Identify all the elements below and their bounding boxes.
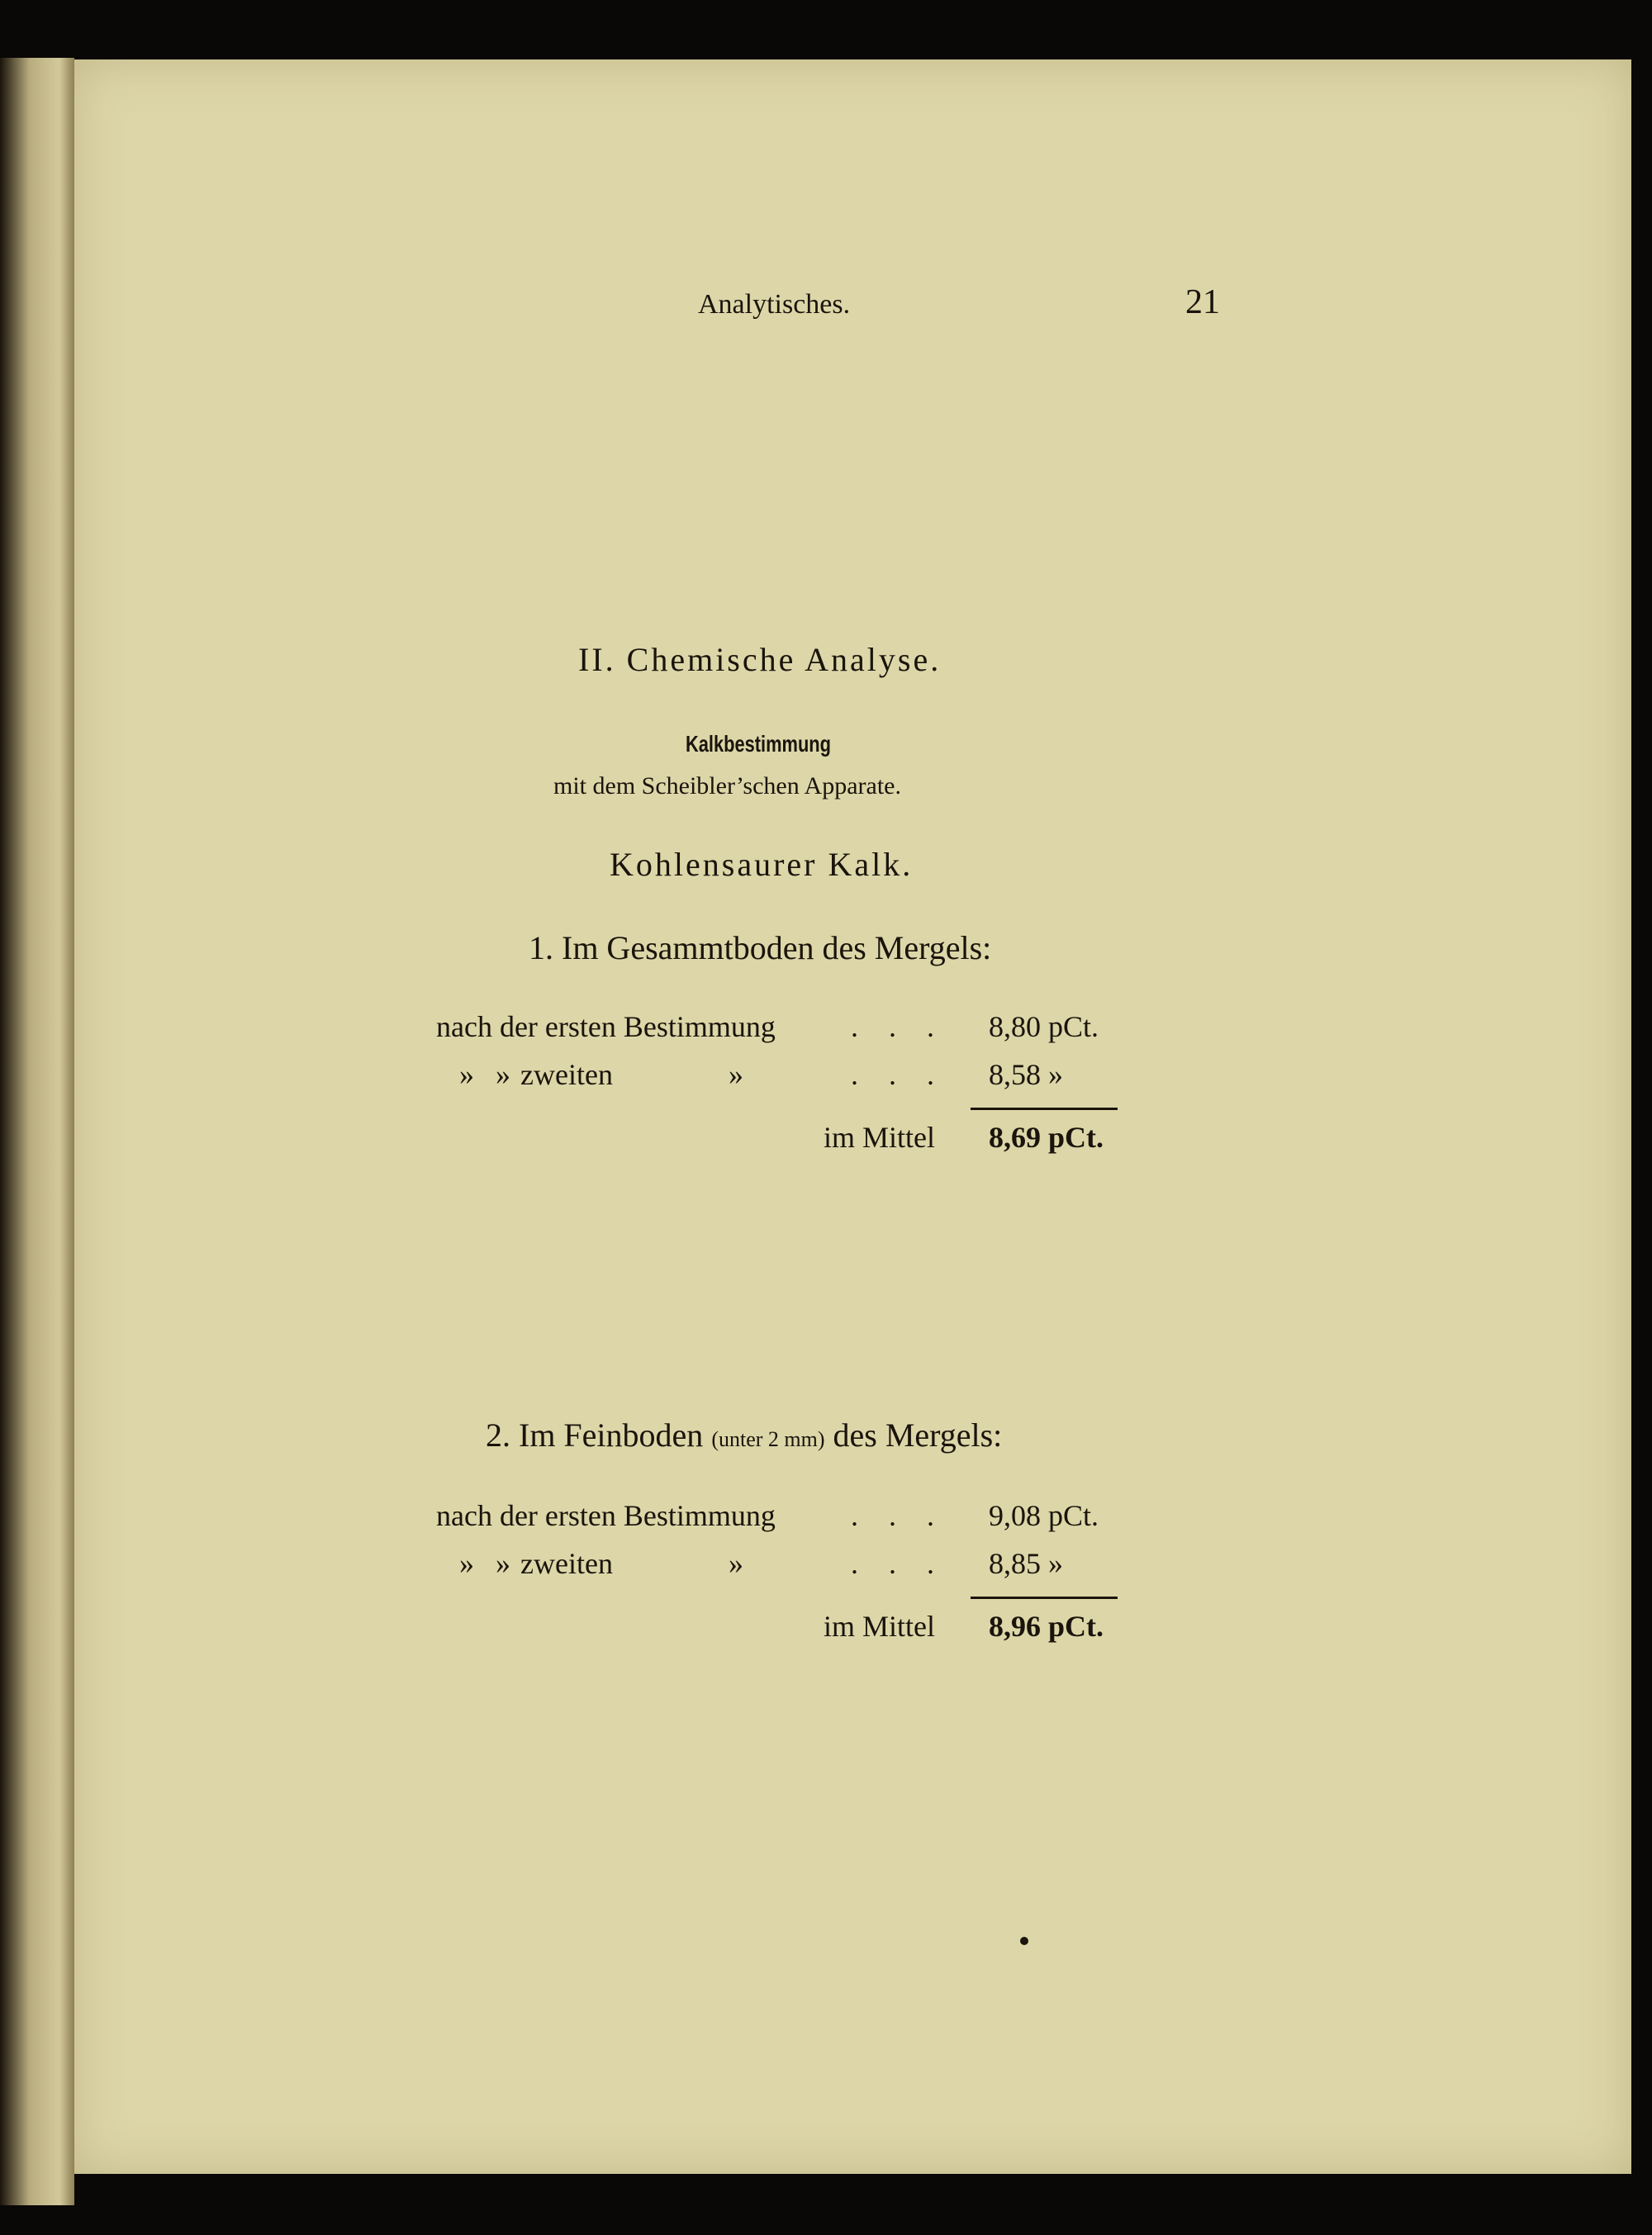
method-line: mit dem Scheibler’schen Apparate. <box>553 772 901 800</box>
part1-second-dots: . . . <box>851 1058 946 1091</box>
part1-mean-label: im Mittel <box>824 1121 935 1154</box>
running-title: Analytisches. <box>698 289 851 320</box>
part1-second-label: zweiten <box>520 1058 613 1091</box>
part2-second-label: zweiten <box>520 1547 613 1580</box>
part2-ditto-1: » <box>459 1547 474 1580</box>
part2-mean-label: im Mittel <box>824 1610 935 1643</box>
page-number: 21 <box>1185 283 1220 321</box>
substance-title: Kohlensaurer Kalk. <box>610 846 914 883</box>
part2-second-dots: . . . <box>851 1547 946 1580</box>
part2-heading-end: des Mergels: <box>824 1416 1003 1454</box>
part2-heading <box>486 1416 1002 1454</box>
part1-ditto-1: » <box>459 1058 474 1091</box>
part2-first-value: 9,08 pCt. <box>989 1499 1099 1532</box>
part1-ditto-2: » <box>496 1058 510 1091</box>
part1-mean-value: 8,69 pCt. <box>989 1121 1104 1154</box>
part1-sum-rule <box>971 1108 1118 1110</box>
part2-ditto-2: » <box>496 1547 510 1580</box>
page <box>74 59 1631 2174</box>
section-title: II. Chemische Analyse. <box>578 641 942 678</box>
part1-first-label: nach der ersten Bestimmung <box>436 1010 776 1043</box>
part2-first-label: nach der ersten Bestimmung <box>436 1499 776 1532</box>
part2-mean-value: 8,96 pCt. <box>989 1610 1104 1643</box>
part2-sum-rule <box>971 1597 1118 1599</box>
book-spine <box>0 58 74 2205</box>
part1-first-dots: . . . <box>851 1010 946 1043</box>
part1-heading: 1. Im Gesammtboden des Mergels: <box>529 929 992 966</box>
part1-ditto-3: » <box>729 1058 743 1091</box>
part2-ditto-3: » <box>729 1547 743 1580</box>
subtitle: Kalkbestimmung <box>686 731 831 757</box>
part2-heading-start: 2. Im Feinboden <box>486 1416 712 1454</box>
part2-first-dots: . . . <box>851 1499 946 1532</box>
part1-first-value: 8,80 pCt. <box>989 1010 1099 1043</box>
ink-dot <box>1020 1937 1028 1945</box>
part2-second-value: 8,85 » <box>989 1547 1063 1580</box>
part2-heading-small: (unter 2 mm) <box>711 1427 825 1451</box>
part1-second-value: 8,58 » <box>989 1058 1063 1091</box>
